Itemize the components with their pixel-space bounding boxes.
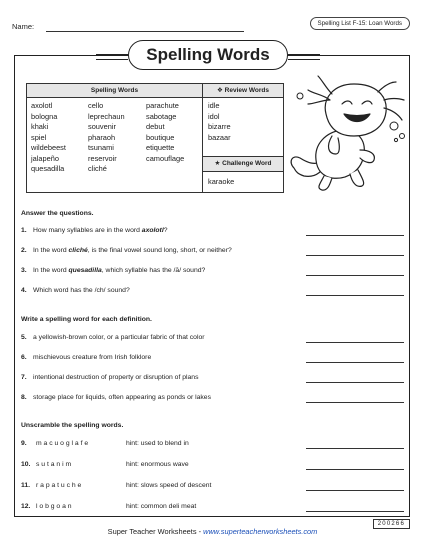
question-3: 3. In the word quesadilla, which syllable has the /ā/ sound?: [21, 267, 206, 274]
spelling-list-tag: Spelling List F-15: Loan Words: [310, 17, 411, 30]
spelling-word: cello: [88, 101, 104, 110]
spelling-word: bologna: [31, 111, 58, 121]
review-words-box: [203, 83, 284, 157]
question-12: 12. l o b g o a n hint: common deli meat: [21, 503, 197, 510]
spelling-word: debut: [146, 122, 165, 131]
hint-text: hint: common deli meat: [126, 503, 197, 510]
answer-line-3[interactable]: [306, 275, 404, 276]
answer-line-9[interactable]: [306, 448, 404, 449]
question-2: 2. In the word cliché, is the final vowel sound long, short, or neither?: [21, 247, 232, 254]
name-label: Name:: [12, 22, 35, 31]
section-title-unscramble: Unscramble the spelling words.: [21, 422, 124, 429]
answer-line-7[interactable]: [306, 382, 404, 383]
spelling-word: cliché: [88, 164, 107, 173]
axolotl-illustration: [286, 70, 410, 198]
spelling-word: spiel: [31, 132, 47, 142]
spelling-word: axolotl: [31, 101, 53, 110]
answer-line-4[interactable]: [306, 295, 404, 296]
word-column-3: [146, 101, 206, 175]
spelling-word: boutique: [146, 132, 175, 142]
spelling-word: reservoir: [88, 153, 117, 163]
hint-text: hint: slows speed of descent: [126, 482, 212, 489]
answer-line-5[interactable]: [306, 342, 404, 343]
answer-line-10[interactable]: [306, 469, 404, 470]
page-title: Spelling Words: [128, 40, 288, 70]
answer-line-11[interactable]: [306, 490, 404, 491]
question-9: 9. m a c u o g l a f e hint: used to blend in: [21, 440, 189, 447]
review-word: bizarre: [208, 122, 231, 131]
word-column-2: [88, 101, 146, 175]
spelling-word: etiquette: [146, 143, 175, 152]
worksheet-code: 200266: [373, 519, 410, 529]
spelling-words-box: [26, 83, 203, 193]
spelling-word: tsunami: [88, 143, 114, 152]
spelling-word: leprechaun: [88, 111, 125, 121]
answer-line-8[interactable]: [306, 402, 404, 403]
review-word: idol: [208, 111, 220, 121]
answer-line-2[interactable]: [306, 255, 404, 256]
footer: [0, 527, 425, 536]
spelling-word: wildebeest: [31, 143, 66, 152]
spelling-word: pharaoh: [88, 132, 116, 142]
review-word: idle: [208, 101, 220, 110]
spelling-word: parachute: [146, 101, 179, 110]
spelling-words-heading: Spelling Words: [27, 84, 202, 98]
footer-link[interactable]: www.superteacherworksheets.com: [203, 527, 318, 536]
answer-line-12[interactable]: [306, 511, 404, 512]
question-6: 6. mischievous creature from Irish folklore: [21, 354, 152, 361]
spelling-word: camouflage: [146, 153, 185, 163]
answer-line-1[interactable]: [306, 235, 404, 236]
title-rule-right: [288, 54, 320, 60]
question-1: 1. How many syllables are in the word axolotl?: [21, 227, 168, 234]
question-5: 5. a yellowish-brown color, or a particular fabric of that color: [21, 334, 205, 341]
question-8: 8. storage place for liquids, often appearing as ponds or lakes: [21, 394, 211, 401]
question-4: 4. Which word has the /ch/ sound?: [21, 287, 130, 294]
challenge-word-box: [203, 157, 284, 193]
question-7: 7. intentional destruction of property or disruption of plans: [21, 374, 199, 381]
spelling-word: souvenir: [88, 122, 116, 131]
spelling-words-grid: [27, 98, 202, 175]
section-title-answer: Answer the questions.: [21, 210, 94, 217]
word-column-1: [31, 101, 88, 175]
question-11: 11. r a p a t u c h e hint: slows speed of descent: [21, 482, 212, 489]
spelling-word: sabotage: [146, 111, 177, 121]
spelling-word: quesadilla: [31, 164, 65, 173]
answer-line-6[interactable]: [306, 362, 404, 363]
review-word: bazaar: [208, 132, 231, 142]
question-10: 10. s u t a n i m hint: enormous wave: [21, 461, 189, 468]
challenge-word: karaoke: [208, 177, 235, 186]
challenge-word-heading: ★ Challenge Word: [203, 157, 283, 172]
review-words-heading: ❖ Review Words: [203, 84, 283, 98]
name-field[interactable]: [46, 31, 244, 32]
spelling-word: khaki: [31, 122, 49, 131]
hint-text: hint: enormous wave: [126, 461, 189, 468]
footer-text: Super Teacher Worksheets -: [107, 527, 204, 536]
title-rule-left: [96, 54, 128, 60]
section-title-definition: Write a spelling word for each definition.: [21, 316, 152, 323]
hint-text: hint: used to blend in: [126, 440, 189, 447]
spelling-word: jalapeño: [31, 153, 59, 163]
